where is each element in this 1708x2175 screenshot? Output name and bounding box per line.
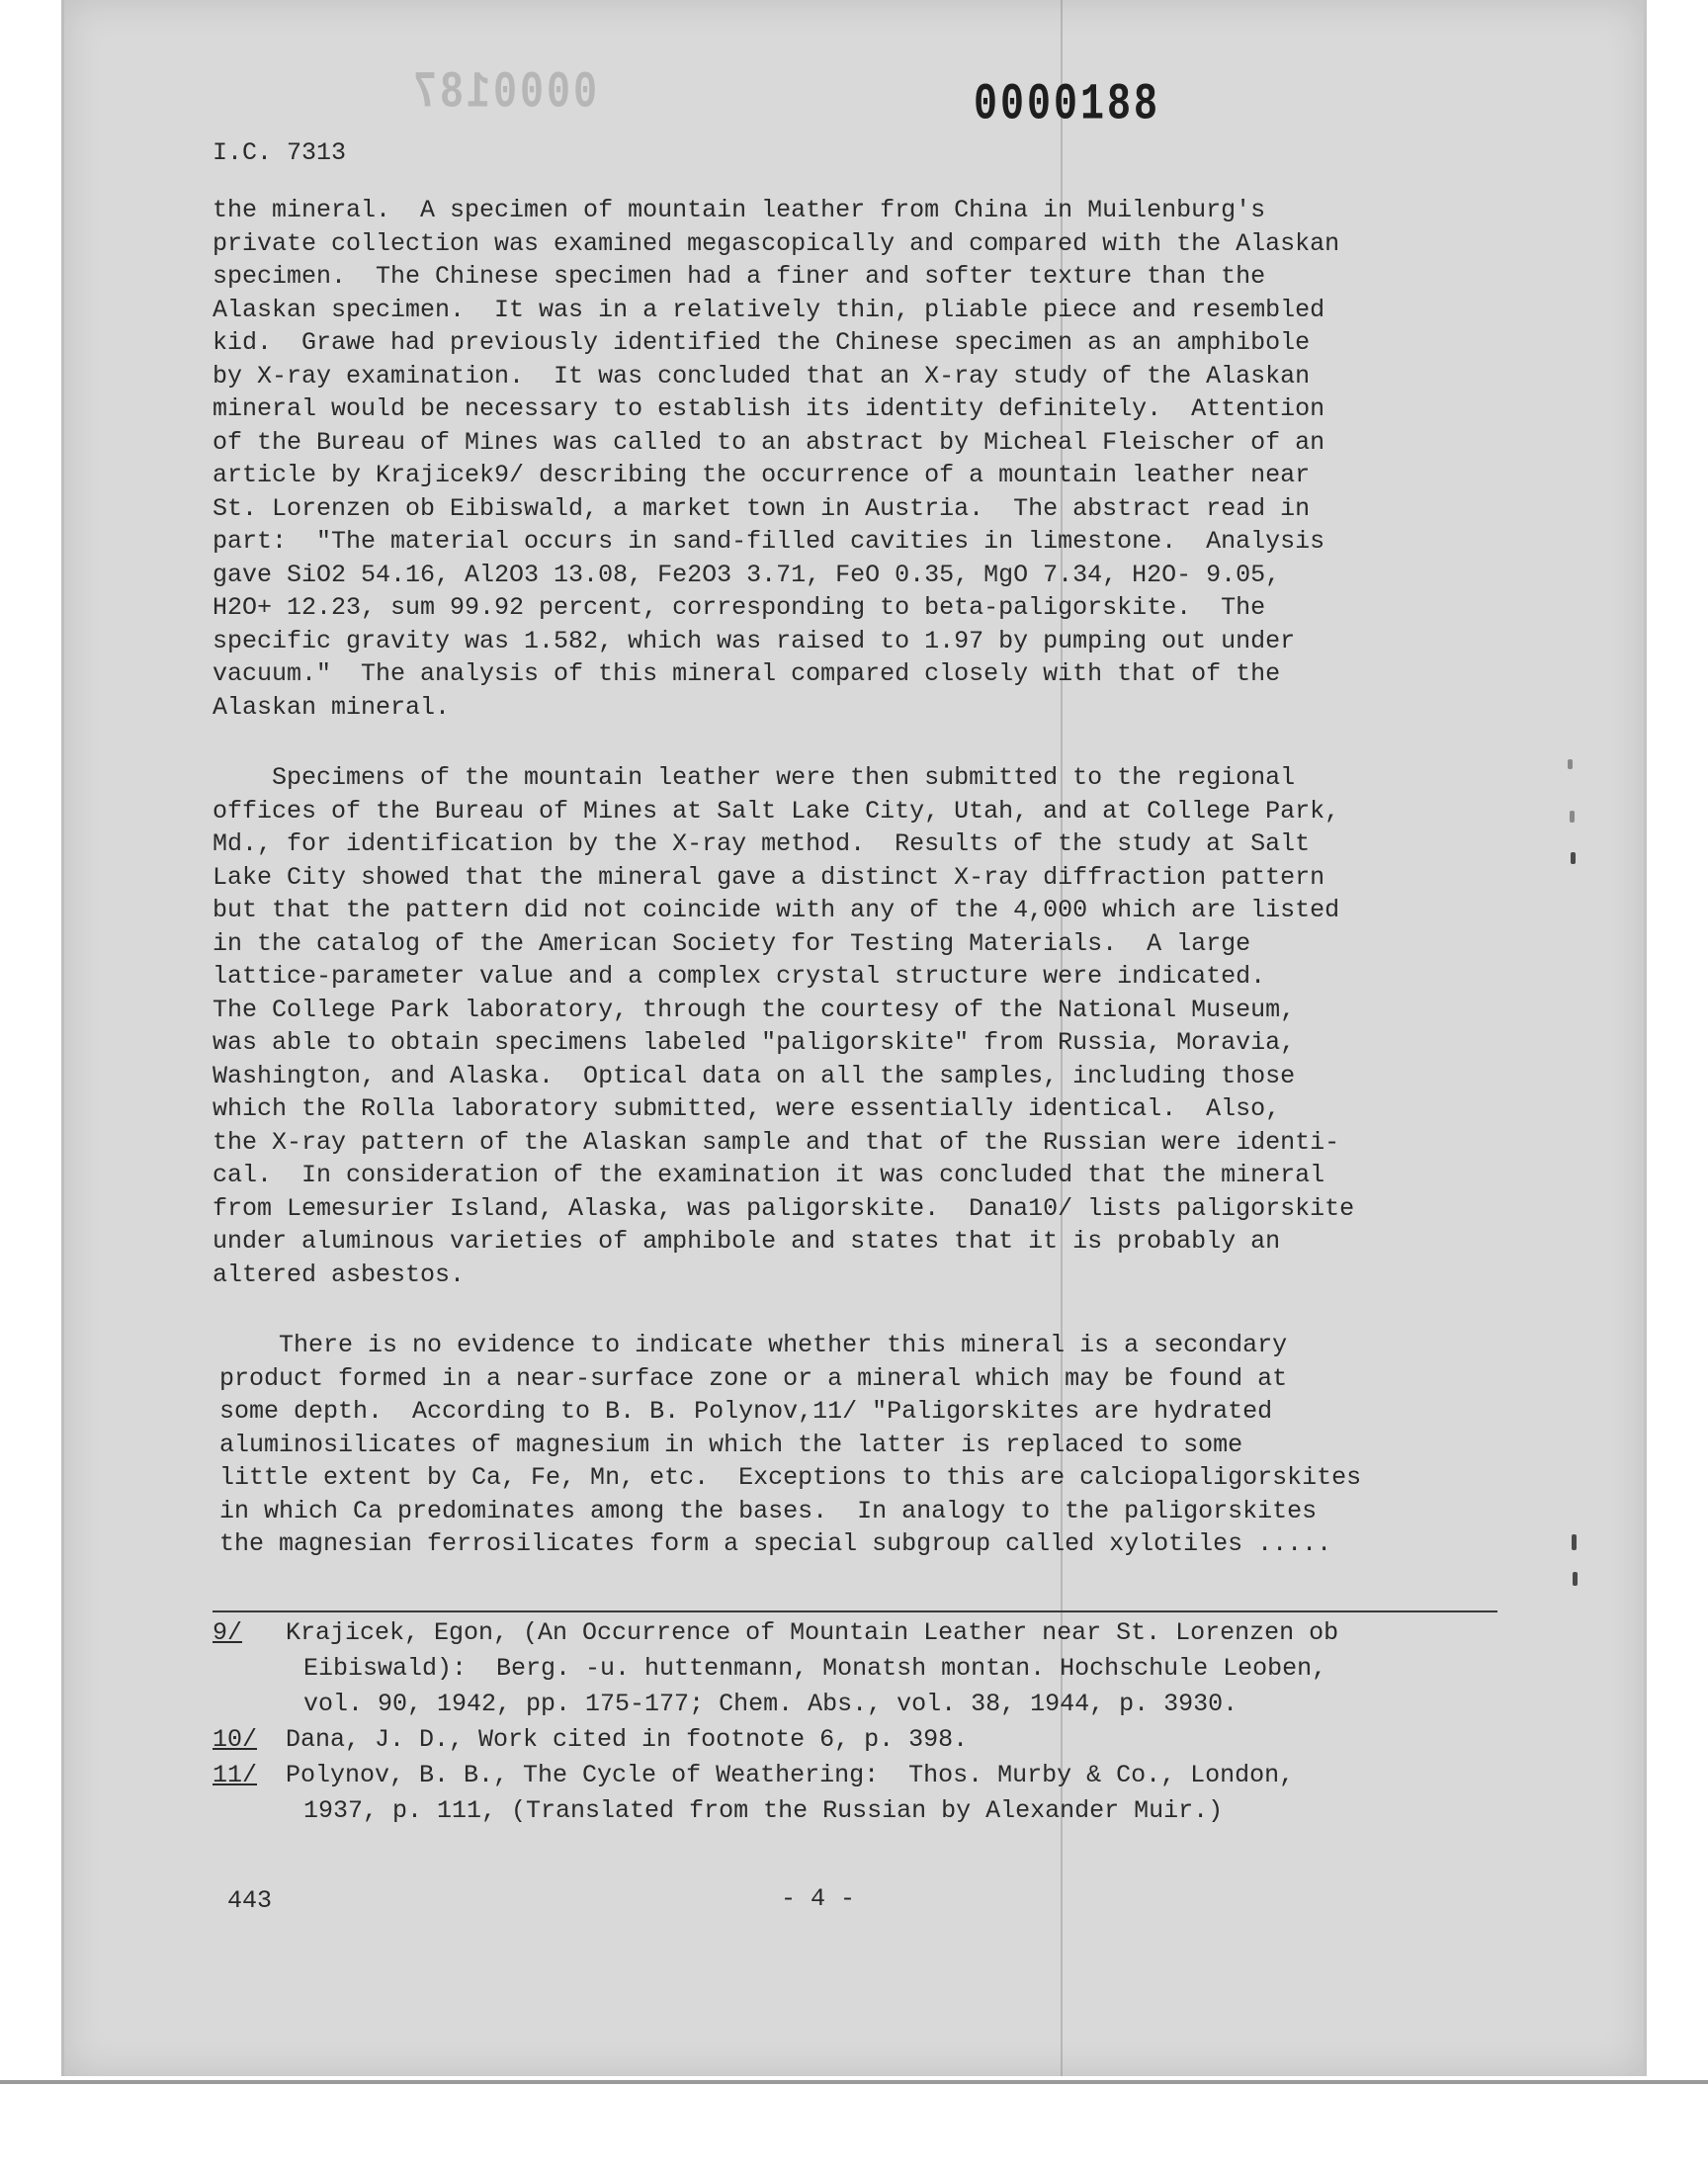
text-line: Lake City showed that the mineral gave a distinct X-ray diffraction pattern (213, 862, 1325, 892)
text-line: from Lemesurier Island, Alaska, was paligorskite. Dana10/ lists paligorskite (213, 1193, 1355, 1223)
binding-hole-mark (1570, 811, 1575, 823)
text-line: by X-ray examination. It was concluded that an X-ray study of the Alaskan (213, 361, 1311, 391)
text-line: specific gravity was 1.582, which was raised to 1.97 by pumping out under (213, 626, 1296, 655)
document-number-stamp: 0000188 (974, 77, 1161, 135)
text-line: Alaskan specimen. It was in a relatively thin, pliable piece and resembled (213, 295, 1325, 324)
text-line: which the Rolla laboratory submitted, were essentially identical. Also, (213, 1094, 1281, 1123)
page-code: 443 (227, 1886, 273, 1915)
text-line: kid. Grawe had previously identified the Chinese specimen as an amphibole (213, 328, 1311, 357)
text-line: H2O+ 12.23, sum 99.92 percent, corresponding to beta-paligorskite. The (213, 593, 1266, 622)
footnote (213, 1615, 1338, 1722)
footnote-text: Krajicek, Egon, (An Occurrence of Mountain Leather near St. Lorenzen ob (286, 1618, 1339, 1647)
text-line: the magnesian ferrosilicates form a special subgroup called xylotiles ..... (219, 1529, 1332, 1558)
footnote (213, 1758, 1338, 1829)
text-line: Specimens of the mountain leather were then submitted to the regional (213, 763, 1296, 792)
paragraph-1 (213, 194, 1339, 724)
text-line: The College Park laboratory, through the courtesy of the National Museum, (213, 995, 1296, 1024)
text-line: aluminosilicates of magnesium in which the latter is replaced to some (219, 1430, 1243, 1459)
text-line: in the catalog of the American Society for Testing Materials. A large (213, 928, 1251, 958)
footnote-text: Eibiswald): Berg. -u. huttenmann, Monatsh montan. Hochschule Leoben, (303, 1654, 1327, 1683)
text-line: There is no evidence to indicate whether this mineral is a secondary (219, 1331, 1288, 1359)
footnote-text: Dana, J. D., Work cited in footnote 6, p. 398. (286, 1725, 969, 1754)
binding-hole-mark (1572, 1534, 1577, 1550)
text-line: Alaskan mineral. (213, 692, 451, 722)
text-line: in which Ca predominates among the bases. In analogy to the paligorskites (219, 1496, 1318, 1525)
text-line: cal. In consideration of the examination it was concluded that the mineral (213, 1161, 1325, 1189)
text-line: offices of the Bureau of Mines at Salt Lake City, Utah, and at College Park, (213, 796, 1340, 826)
footnote-marker: 11/ (213, 1761, 258, 1789)
footnote-text: vol. 90, 1942, pp. 175-177; Chem. Abs., vol. 38, 1944, p. 3930. (303, 1690, 1238, 1718)
text-line: vacuum." The analysis of this mineral compared closely with that of the (213, 659, 1281, 688)
text-line: of the Bureau of Mines was called to an abstract by Micheal Fleischer of an (213, 427, 1325, 457)
series-label: I.C. 7313 (213, 138, 347, 167)
text-line: mineral would be necessary to establish its identity definitely. Attention (213, 394, 1325, 423)
text-line: product formed in a near-surface zone or a mineral which may be found at (219, 1363, 1288, 1393)
text-line: the mineral. A specimen of mountain leather from China in Muilenburg's (213, 196, 1266, 224)
text-line: little extent by Ca, Fe, Mn, etc. Exceptions to this are calciopaligorskites (219, 1463, 1362, 1492)
text-line: was able to obtain specimens labeled "paligorskite" from Russia, Moravia, (213, 1028, 1296, 1057)
text-line: part: "The material occurs in sand-filled cavities in limestone. Analysis (213, 527, 1325, 556)
binding-hole-mark (1571, 852, 1576, 864)
footnote-text: Polynov, B. B., The Cycle of Weathering: Thos. Murby & Co., London, (286, 1761, 1295, 1789)
text-line: Washington, and Alaska. Optical data on all the samples, including those (213, 1061, 1296, 1090)
binding-hole-mark (1573, 1572, 1578, 1586)
paragraph-3 (219, 1329, 1361, 1561)
text-line: but that the pattern did not coincide with any of the 4,000 which are listed (213, 896, 1340, 924)
footnote-text: 1937, p. 111, (Translated from the Russian by Alexander Muir.) (303, 1796, 1224, 1825)
footnote-marker: 9/ (213, 1618, 243, 1647)
footnote (213, 1722, 1338, 1758)
text-line: altered asbestos. (213, 1260, 466, 1289)
scanner-edge (0, 2080, 1708, 2084)
text-line: St. Lorenzen ob Eibiswald, a market town in Austria. The abstract read in (213, 493, 1311, 523)
text-line: article by Krajicek9/ describing the occurrence of a mountain leather near (213, 461, 1311, 489)
text-line: private collection was examined megascopically and compared with the Alaskan (213, 228, 1340, 258)
footnote-marker: 10/ (213, 1725, 258, 1754)
text-line: some depth. According to B. B. Polynov,11/ "Paligorskites are hydrated (219, 1397, 1273, 1426)
footnote-divider (213, 1610, 1497, 1612)
text-line: under aluminous varieties of amphibole and states that it is probably an (213, 1227, 1281, 1256)
text-line: the X-ray pattern of the Alaskan sample and that of the Russian were identi- (213, 1127, 1340, 1157)
text-line: lattice-parameter value and a complex crystal structure were indicated. (213, 962, 1266, 991)
bleed-through-number: 0000187 (410, 65, 598, 124)
text-line: specimen. The Chinese specimen had a finer and softer texture than the (213, 262, 1266, 291)
page-number: - 4 - (781, 1884, 856, 1913)
text-line: gave SiO2 54.16, Al2O3 13.08, Fe2O3 3.71, FeO 0.35, MgO 7.34, H2O- 9.05, (213, 560, 1281, 589)
binding-hole-mark (1568, 759, 1573, 769)
footnotes (213, 1615, 1338, 1829)
paragraph-2 (213, 761, 1354, 1291)
text-line: Md., for identification by the X-ray method. Results of the study at Salt (213, 829, 1311, 858)
